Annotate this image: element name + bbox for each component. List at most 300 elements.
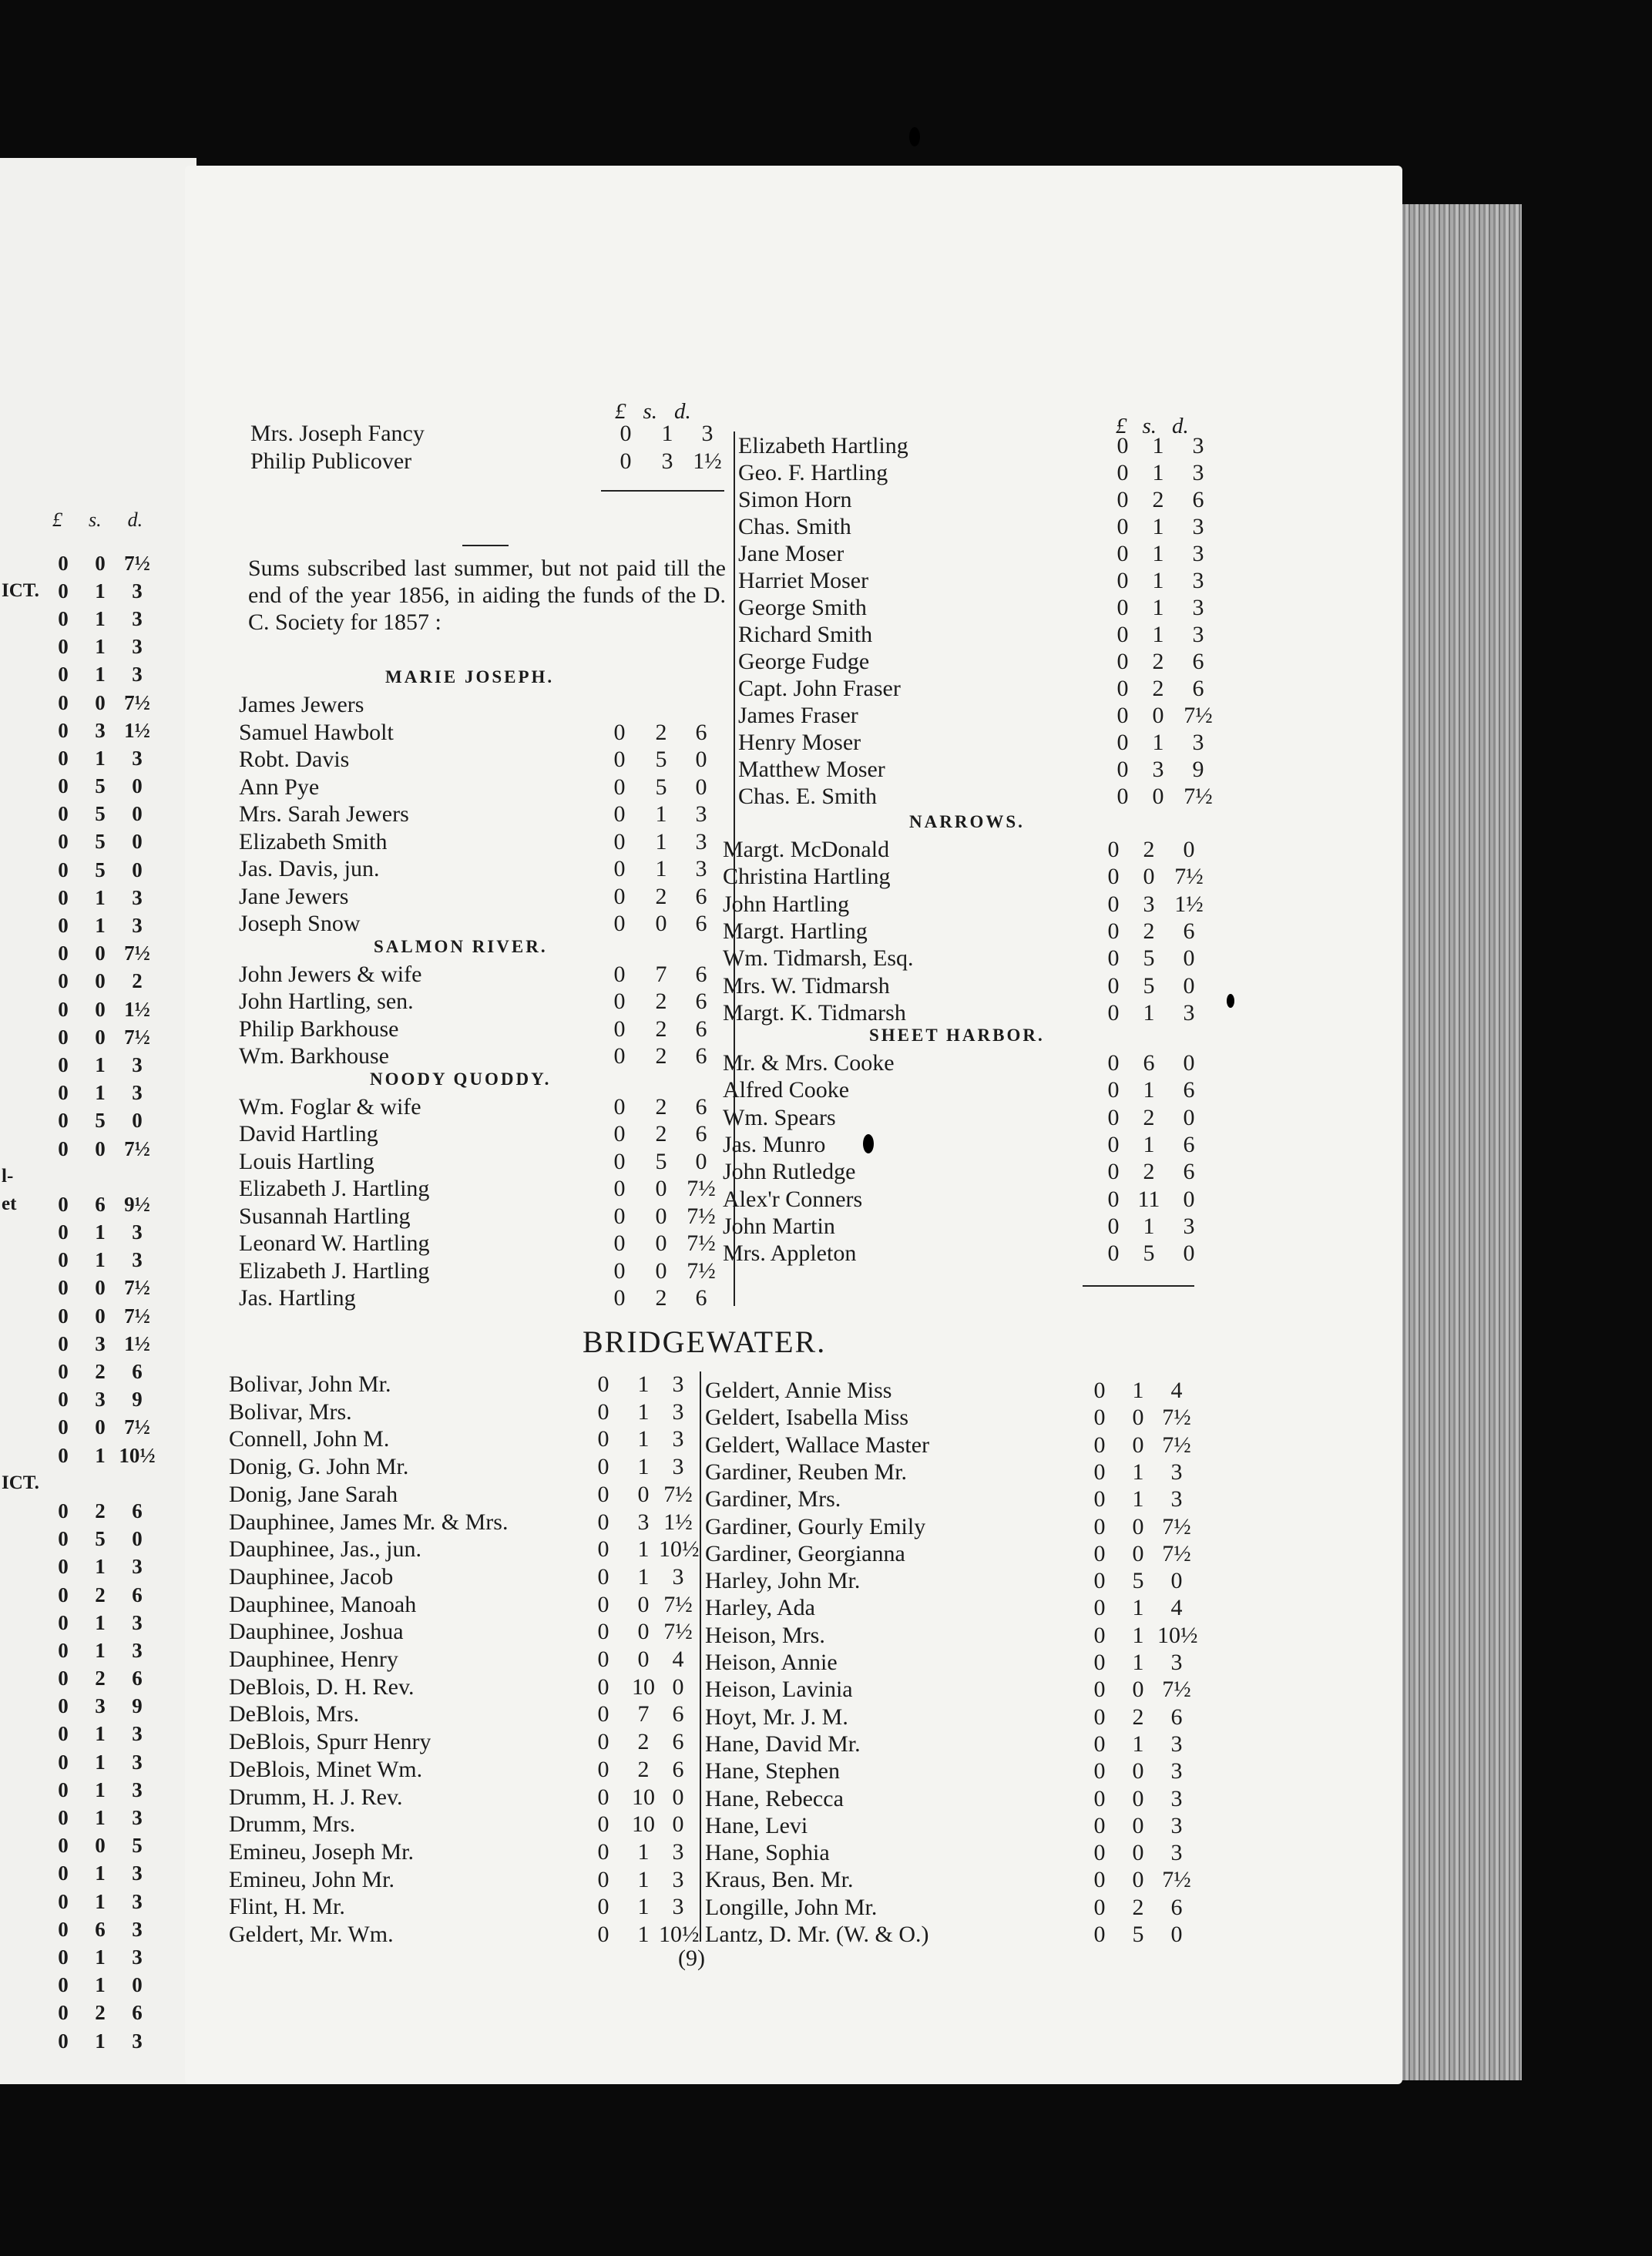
amount-cell: 0: [1183, 1186, 1195, 1212]
total-rule: [601, 490, 724, 492]
section-title: BRIDGEWATER.: [583, 1324, 827, 1359]
subscriber-row: [738, 757, 1229, 783]
amount-cell: 0: [655, 1203, 667, 1229]
prev-row: [0, 773, 193, 801]
amount-cell: 0: [1116, 595, 1129, 620]
bridgewater-subscriber-name: Donig, G. John Mr.: [229, 1454, 409, 1480]
prev-amount: 1: [95, 914, 106, 938]
total-amount: [688, 507, 727, 533]
subscriber-name: Leonard W. Hartling: [239, 1230, 430, 1256]
amount-cell: 7½: [663, 1591, 693, 1617]
amount-cell: 6: [672, 1729, 684, 1755]
subscriber-row: [239, 801, 732, 828]
bridgewater-subscriber-row: [229, 1454, 709, 1480]
bridgewater-subscriber-row: [705, 1486, 1207, 1512]
amount-cell: 0: [1183, 1104, 1195, 1130]
bridgewater-subscriber-row: [705, 1568, 1207, 1594]
amount-cell: 7: [637, 1701, 650, 1727]
amount-cell: 0: [597, 1619, 609, 1645]
amount-cell: 6: [1183, 1159, 1195, 1185]
amount-cell: 1: [1132, 1622, 1144, 1648]
subscriber-row: [723, 1077, 1220, 1103]
amount-cell: 7½: [663, 1481, 693, 1507]
header-pounds: £: [615, 399, 626, 424]
prev-amount: 3: [95, 1331, 106, 1355]
bridgewater-subscriber-row: [705, 1867, 1207, 1893]
prev-amount: 0: [58, 1192, 69, 1216]
total-amount: [1071, 1302, 1110, 1328]
amount-cell: 1: [655, 801, 667, 827]
amount-cell: 0: [1107, 945, 1120, 972]
bridgewater-subscriber-name: Dauphinee, Jas., jun.: [229, 1536, 421, 1563]
subscriber-row: [738, 595, 1229, 621]
amount-cell: 7½: [1174, 864, 1204, 890]
subscriber-name: John Martin: [723, 1213, 835, 1239]
prev-amount: 3: [132, 1917, 143, 1941]
prev-row: [0, 968, 193, 995]
prev-row: [0, 605, 193, 633]
bridgewater-subscriber-row: [705, 1704, 1207, 1731]
amount-cell: 1: [1143, 1213, 1155, 1239]
bridgewater-subscriber-row: [705, 1731, 1207, 1757]
amount-cell: 6: [695, 911, 707, 936]
amount-cell: 6: [672, 1701, 684, 1727]
total-amount: [648, 507, 687, 533]
prev-amount: 0: [58, 1527, 69, 1551]
amount-cell: 0: [1132, 1677, 1144, 1703]
prev-amount: 1: [95, 635, 106, 659]
amount-cell: 0: [1093, 1486, 1106, 1512]
prev-row: [0, 633, 193, 661]
amount-cell: 3: [1143, 891, 1155, 917]
amount-cell: 0: [1132, 1405, 1144, 1431]
amount-cell: 1: [1152, 514, 1164, 539]
amount-cell: 7½: [687, 1176, 716, 1201]
prev-amount: 0: [95, 969, 106, 993]
bridgewater-subscriber-row: [229, 1757, 709, 1783]
prev-row: [0, 1135, 193, 1163]
amount-cell: 5: [1132, 1568, 1144, 1594]
subscriber-name: Capt. John Fraser: [738, 676, 901, 701]
subscriber-row: [738, 622, 1229, 648]
prev-amount: 1: [95, 885, 106, 909]
bridgewater-subscriber-row: [229, 1509, 709, 1536]
subscriber-row: [738, 460, 1229, 486]
amount-cell: 0: [1093, 1731, 1106, 1757]
bridgewater-subscriber-name: Hane, Sophia: [705, 1840, 830, 1866]
amount-cell: 0: [597, 1647, 609, 1672]
amount-cell: 0: [597, 1894, 609, 1920]
prev-amount: 3: [132, 1806, 143, 1830]
subscriber-row: [723, 918, 1220, 945]
prev-amount: 0: [58, 1499, 69, 1522]
amount-cell: 1: [637, 1536, 650, 1563]
bridgewater-subscriber-row: [229, 1729, 709, 1755]
prev-amount: 0: [95, 1025, 106, 1049]
bridgewater-subscriber-name: Hane, Stephen: [705, 1758, 840, 1784]
prev-amount: 0: [132, 830, 143, 854]
amount-cell: 9: [1192, 757, 1204, 782]
note-paragraph: Sums subscribed last summer, but not paid till the end of the year 1856, in aiding the funds of the D. C. Society for 1857 :: [248, 556, 726, 635]
prev-row: [0, 1469, 193, 1497]
amount-cell: 6: [1183, 1077, 1195, 1103]
amount-cell: 1: [1132, 1378, 1144, 1403]
subscriber-row: [738, 703, 1229, 729]
amount-cell: 3: [1183, 1213, 1195, 1239]
bridgewater-subscriber-name: Harley, Ada: [705, 1595, 815, 1621]
prev-amount: 1: [95, 1889, 106, 1913]
prev-amount: 0: [58, 1331, 69, 1355]
prev-amount: 5: [95, 858, 106, 881]
subscriber-row: [738, 541, 1229, 567]
amount-cell: 2: [655, 719, 667, 745]
amount-cell: 5: [655, 1148, 667, 1174]
subscriber-row: [723, 1000, 1220, 1026]
subscriber-row: [239, 856, 732, 882]
amount-cell: 0: [1116, 703, 1129, 728]
amount-cell: 0: [597, 1811, 609, 1838]
prev-amount: 0: [132, 802, 143, 826]
bridgewater-subscriber-name: Dauphinee, James Mr. & Mrs.: [229, 1509, 509, 1535]
prev-amount: 0: [58, 1667, 69, 1690]
amount-cell: 0: [1093, 1812, 1106, 1838]
subscriber-name: Louis Hartling: [239, 1148, 374, 1174]
prev-amount: 1: [95, 1443, 106, 1467]
prev-amount: 0: [58, 1136, 69, 1160]
amount-cell: 2: [1152, 649, 1164, 674]
amount-cell: 0: [613, 1093, 626, 1120]
prev-amount: 3: [132, 1889, 143, 1913]
prev-row: [0, 828, 193, 856]
amount-cell: 1½: [663, 1509, 693, 1535]
prev-amount: 0: [58, 1973, 69, 1997]
amount-cell: 0: [637, 1591, 650, 1617]
prev-amount: 6: [132, 1583, 143, 1606]
prev-row: [0, 1302, 193, 1330]
amount-cell: 0: [1116, 622, 1129, 647]
bridgewater-subscriber-row: [705, 1378, 1207, 1404]
amount-cell: 3: [1170, 1650, 1183, 1675]
amount-cell: 1: [637, 1454, 650, 1480]
amount-cell: 6: [695, 961, 707, 987]
amount-cell: 10: [632, 1784, 655, 1810]
prev-amount: 3: [132, 1248, 143, 1272]
bridgewater-subscriber-row: [229, 1867, 709, 1893]
amount-cell: 0: [613, 1203, 626, 1229]
amount-cell: 0: [613, 883, 626, 909]
subscriber-row: [723, 837, 1220, 863]
amount-cell: 0: [597, 1398, 609, 1425]
amount-cell: [600, 692, 639, 718]
amount-cell: 0: [1132, 1540, 1144, 1566]
amount-cell: 6: [1143, 1050, 1155, 1076]
prev-row: [0, 1330, 193, 1358]
amount-cell: 0: [1093, 1622, 1106, 1648]
prev-amount: 3: [132, 663, 143, 687]
prev-amount: 0: [58, 830, 69, 854]
amount-cell: 3: [1170, 1459, 1183, 1485]
bridgewater-subscriber-row: [705, 1677, 1207, 1703]
prev-amount: 2: [95, 1360, 106, 1384]
amount-cell: 1: [1132, 1486, 1144, 1512]
prev-amount: 0: [58, 969, 69, 993]
bridgewater-subscriber-row: [229, 1426, 709, 1452]
amount-cell: 0: [597, 1536, 609, 1563]
prev-row: [0, 1804, 193, 1831]
amount-cell: 6: [1183, 918, 1195, 944]
prev-row: [0, 911, 193, 939]
amount-cell: 0: [672, 1784, 684, 1810]
prev-row: [0, 661, 193, 689]
amount-cell: 3: [1192, 541, 1204, 566]
amount-cell: 0: [613, 911, 626, 936]
subscriber-name: Chas. E. Smith: [738, 784, 878, 809]
subscriber-name: Margt. McDonald: [723, 837, 890, 862]
prev-amount: 0: [95, 1415, 106, 1439]
subscriber-row: [239, 692, 732, 718]
subscriber-row: [239, 1285, 732, 1311]
header-shillings: s.: [643, 399, 658, 424]
amount-cell: 1: [637, 1563, 650, 1590]
bridgewater-subscriber-name: Lantz, D. Mr. (W. & O.): [705, 1922, 929, 1947]
amount-cell: 1: [1152, 541, 1164, 566]
amount-cell: 0: [1116, 757, 1129, 782]
prev-row: [0, 1832, 193, 1860]
total-amount: [1123, 1302, 1162, 1328]
amount-cell: 0: [1116, 514, 1129, 539]
bridgewater-subscriber-row: [705, 1595, 1207, 1621]
prev-row: [0, 1079, 193, 1107]
amount-cell: 1: [655, 828, 667, 854]
subscriber-name: James Fraser: [738, 703, 858, 728]
prev-amount: 1: [95, 663, 106, 687]
prev-amount: 0: [58, 1555, 69, 1579]
prev-amount: 1½: [124, 718, 150, 742]
subscriber-name: Elizabeth J. Hartling: [239, 1176, 430, 1201]
amount-cell: 0: [1093, 1785, 1106, 1811]
bridgewater-subscriber-row: [705, 1650, 1207, 1676]
bridgewater-subscriber-row: [229, 1784, 709, 1811]
bridgewater-subscriber-name: Hoyt, Mr. J. M.: [705, 1704, 848, 1730]
bridgewater-subscriber-row: [705, 1840, 1207, 1866]
amount-cell: 0: [1132, 1840, 1144, 1866]
amount-cell: 2: [637, 1756, 650, 1782]
amount-cell: 0: [613, 1285, 626, 1311]
amount-cell: 0: [695, 747, 707, 772]
bridgewater-subscriber-name: DeBlois, D. H. Rev.: [229, 1674, 415, 1700]
bridgewater-subscriber-name: Bolivar, Mrs.: [229, 1398, 352, 1425]
prev-amount: 1: [95, 1081, 106, 1105]
bridgewater-subscriber-name: Heison, Mrs.: [705, 1622, 825, 1648]
amount-cell: 3: [1192, 514, 1204, 539]
amount-cell: 0: [613, 856, 626, 881]
prev-row: [0, 856, 193, 884]
amount-cell: 0: [613, 774, 626, 800]
bridgewater-subscriber-name: Gardiner, Reuben Mr.: [705, 1459, 908, 1485]
prev-amount: 3: [132, 606, 143, 630]
amount-cell: 7½: [687, 1257, 716, 1284]
prev-row: [0, 1526, 193, 1553]
amount-cell: 0: [637, 1481, 650, 1507]
prev-row: [0, 1972, 193, 1999]
prev-amount: 0: [58, 635, 69, 659]
prev-amount: 0: [58, 2001, 69, 2025]
bridgewater-subscriber-name: Dauphinee, Jacob: [229, 1563, 394, 1590]
bridgewater-subscriber-row: [229, 1922, 709, 1948]
bridgewater-subscriber-name: DeBlois, Spurr Henry: [229, 1729, 431, 1755]
bridgewater-subscriber-row: [229, 1592, 709, 1618]
amount-cell: 3: [1170, 1731, 1183, 1757]
prev-amount: 0: [58, 551, 69, 575]
subscriber-row: [239, 747, 732, 773]
subscriber-name: Wm. Spears: [723, 1104, 836, 1130]
subscriber-name: Wm. Foglar & wife: [239, 1093, 421, 1120]
amount-cell: 0: [1093, 1432, 1106, 1458]
prev-amount: 0: [58, 1694, 69, 1718]
prev-amount: 0: [58, 1583, 69, 1606]
bridgewater-subscriber-name: Emineu, Joseph Mr.: [229, 1838, 414, 1865]
prev-column-header: [52, 509, 168, 532]
subscriber-row: [239, 1043, 732, 1069]
amount-cell: 2: [1143, 918, 1155, 944]
amount-cell: 0: [1132, 1513, 1144, 1539]
amount-cell: 0: [597, 1591, 609, 1617]
amount-cell: 7: [655, 961, 667, 987]
prev-amount: 6: [95, 1917, 106, 1941]
amount-cell: 0: [613, 1230, 626, 1256]
prev-row-label: et: [2, 1193, 17, 1215]
subscriber-row: [239, 1149, 732, 1175]
amount-cell: 6: [1170, 1894, 1183, 1920]
bridgewater-subscriber-row: [229, 1839, 709, 1865]
subscriber-row: [723, 973, 1220, 999]
bridgewater-subscriber-row: [229, 1619, 709, 1645]
bridgewater-subscriber-name: Flint, H. Mr.: [229, 1894, 345, 1920]
amount-cell: 0: [1093, 1840, 1106, 1866]
bridgewater-subscriber-name: Geldert, Isabella Miss: [705, 1405, 909, 1431]
prev-amount: 2: [95, 1667, 106, 1690]
amount-cell: 3: [1192, 433, 1204, 458]
prev-row: [0, 1999, 193, 2027]
section-heading: MARIE JOSEPH.: [385, 667, 555, 687]
amount-cell: 6: [695, 1016, 707, 1042]
subscriber-row: [723, 1187, 1220, 1213]
amount-cell: 0: [1093, 1867, 1106, 1893]
subscriber-name: John Hartling, sen.: [239, 989, 414, 1014]
amount-cell: 3: [672, 1866, 684, 1892]
prev-amount: 3: [132, 1778, 143, 1801]
prev-row: [0, 1386, 193, 1414]
amount-cell: 0: [1116, 676, 1129, 701]
bridgewater-subscriber-row: [705, 1786, 1207, 1812]
subscriber-name: Jane Moser: [738, 541, 844, 566]
amount-cell: 1: [1152, 595, 1164, 620]
subscriber-row: [239, 989, 732, 1015]
prev-row: [0, 1247, 193, 1274]
prev-amount: 0: [58, 1109, 69, 1133]
prev-amount: 1: [95, 1248, 106, 1272]
amount-cell: 1: [1132, 1650, 1144, 1675]
prev-amount: 0: [58, 746, 69, 770]
subscriber-name: Philip Publicover: [250, 448, 412, 474]
amount-cell: 0: [1093, 1378, 1106, 1403]
subscriber-name: Wm. Barkhouse: [239, 1043, 389, 1069]
amount-cell: 0: [597, 1756, 609, 1782]
subscriber-name: Alfred Cooke: [723, 1077, 850, 1103]
amount-cell: 0: [1143, 864, 1155, 890]
prev-row-label: ICT.: [2, 580, 39, 602]
amount-cell: 0: [1107, 918, 1120, 944]
bridgewater-subscriber-name: Gardiner, Mrs.: [705, 1486, 841, 1512]
subscriber-name: Jane Jewers: [239, 883, 349, 909]
prev-amount: 0: [58, 774, 69, 798]
prev-amount: 3: [95, 1388, 106, 1412]
amount-cell: 0: [1093, 1568, 1106, 1594]
prev-amount: 1: [95, 1778, 106, 1801]
ledger-page: [185, 166, 1402, 2084]
prev-row: [0, 1776, 193, 1804]
bridgewater-subscriber-name: Donig, Jane Sarah: [229, 1481, 398, 1507]
prev-amount: 0: [58, 1834, 69, 1858]
prev-amount: 0: [58, 885, 69, 909]
bridgewater-subscriber-name: Hane, David Mr.: [705, 1731, 861, 1757]
bridgewater-subscriber-row: [705, 1514, 1207, 1540]
amount-cell: 0: [597, 1674, 609, 1700]
prev-row: [0, 1163, 193, 1190]
prev-amount: 7½: [124, 1304, 150, 1328]
amount-cell: 0: [1093, 1894, 1106, 1920]
prev-amount: 0: [58, 942, 69, 965]
prev-amount: 0: [95, 1834, 106, 1858]
amount-cell: 0: [1107, 1077, 1120, 1103]
prev-amount: 0: [132, 858, 143, 881]
bridgewater-subscriber-name: Geldert, Annie Miss: [705, 1378, 892, 1403]
amount-cell: 0: [1093, 1922, 1106, 1947]
bridgewater-subscriber-name: Longille, John Mr.: [705, 1894, 878, 1920]
bridgewater-subscriber-row: [705, 1541, 1207, 1567]
subscriber-row: [250, 421, 738, 447]
prev-row: [0, 1442, 193, 1469]
amount-cell: 1: [1143, 999, 1155, 1026]
amount-cell: 6: [695, 719, 707, 745]
prev-row: [0, 1860, 193, 1888]
prev-amount: 0: [58, 718, 69, 742]
bridgewater-subscriber-name: Dauphinee, Manoah: [229, 1591, 417, 1617]
prev-row: [0, 1693, 193, 1721]
subscriber-name: Simon Horn: [738, 487, 852, 512]
subscriber-row: [723, 1240, 1220, 1267]
subscriber-row: [239, 1121, 732, 1147]
prev-amount: 1: [95, 2029, 106, 2053]
prev-amount: 0: [58, 579, 69, 603]
amount-cell: 0: [1093, 1677, 1106, 1703]
ink-speck: [1227, 994, 1234, 1008]
prev-amount: 0: [58, 1220, 69, 1244]
amount-cell: 3: [672, 1371, 684, 1397]
amount-cell: 6: [695, 883, 707, 909]
prev-row: [0, 549, 193, 577]
amount-cell: 0: [1170, 1922, 1183, 1947]
amount-cell: 0: [613, 1016, 626, 1042]
prev-amount: 0: [58, 606, 69, 630]
amount-cell: 3: [672, 1838, 684, 1865]
prev-amount: 0: [58, 1722, 69, 1746]
subscriber-name: Margt. K. Tidmarsh: [723, 999, 906, 1026]
prev-amount: 3: [95, 718, 106, 742]
prev-amount: 0: [58, 1415, 69, 1439]
amount-cell: 0: [655, 1230, 667, 1256]
bridgewater-subscriber-name: Dauphinee, Joshua: [229, 1619, 404, 1645]
